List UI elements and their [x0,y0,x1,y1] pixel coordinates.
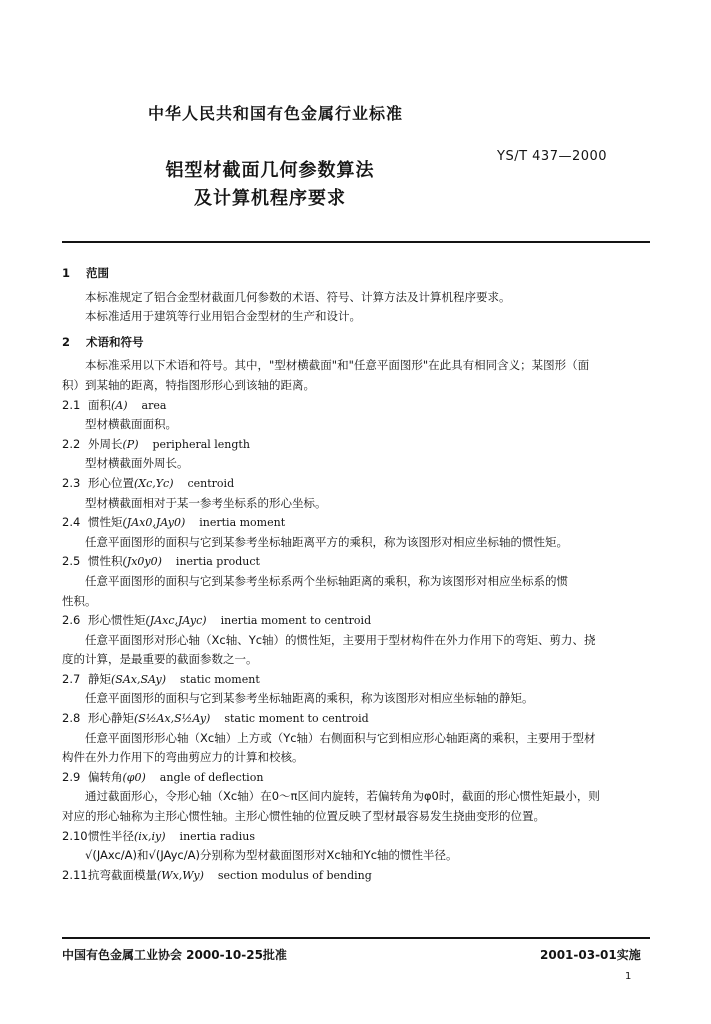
term-name: 静矩 [88,671,111,686]
term-number: 2.4 [62,515,81,530]
term-number: 2.7 [62,671,81,686]
approval-info: 中国有色金属工业协会 2000-10-25批准 [62,948,287,962]
term-number: 2.9 [62,769,81,784]
terms-list [62,396,650,886]
term-definition: 型材横截面外周长。 [85,456,189,471]
term-symbol: (P) [122,437,139,451]
term-symbol: (A) [111,398,128,412]
term-english: section modulus of bending [217,868,372,882]
term-name: 抗弯截面模量 [88,867,157,882]
term-english: area [141,398,167,412]
term-symbol: (S½Ax,S½Ay) [134,712,211,726]
term-name: 偏转角 [88,769,123,784]
term-name: 形心惯性矩 [88,613,146,628]
term-name: 形心静矩 [88,711,134,726]
section-1-paragraph-1: 本标准规定了铝合金型材截面几何参数的术语、符号、计算方法及计算机程序要求。 [85,289,511,304]
term-heading [62,396,650,416]
term-symbol: (φ0) [122,770,146,784]
term-number: 2.5 [62,554,81,569]
term-english: angle of deflection [159,770,264,784]
term-symbol: (JAxc,JAyc) [145,614,207,628]
term-definition: 任意平面图形形心轴（Xc轴）上方或（Yc轴）右侧面积与它到相应形心轴距离的乘积，主要用于型材 [85,730,596,745]
term-definition: 性积。 [62,593,97,608]
term-english: static moment to centroid [224,712,369,726]
term-symbol: (Wx,Wy) [157,868,204,882]
title-line-2: 及计算机程序要求 [194,188,346,209]
term-heading [62,670,650,690]
term-definition: 任意平面图形的面积与它到某参考坐标轴距离平方的乘积，称为该图形对相应坐标轴的惯性矩。 [85,534,568,549]
page-number: 1 [625,971,632,982]
term-definition: 型材横截面面积。 [85,417,177,432]
title-line-1: 铝型材截面几何参数算法 [165,160,375,181]
header-divider [62,241,650,243]
term-definition: 任意平面图形的面积与它到某参考坐标轴距离的乘积，称为该图形对相应坐标轴的静矩。 [85,691,534,706]
term-english: inertia radius [179,829,256,843]
term-heading [62,866,650,886]
term-english: inertia moment to centroid [220,614,372,628]
section-2-heading [62,333,650,353]
term-heading [62,709,650,729]
term-number: 2.1 [62,397,81,412]
implementation-date: 2001-03-01实施 [540,948,641,962]
term-number: 2.8 [62,711,81,726]
term-heading [62,768,650,788]
term-number: 2.11 [62,867,88,882]
term-symbol: (JAx0,JAy0) [122,516,186,530]
section-2-intro-line-1: 本标准采用以下术语和符号。其中，"型材横截面"和"任意平面图形"在此具有相同含义；某图形（面 [85,358,590,373]
term-english: inertia product [175,555,260,569]
section-number: 2 [62,334,71,349]
term-definition: 任意平面图形的面积与它到某参考坐标系两个坐标轴距离的乘积，称为该图形对相应坐标系的惯 [85,573,568,588]
term-symbol: (ix,iy) [134,829,166,843]
term-heading [62,552,650,572]
term-definition: 型材横截面相对于某一参考坐标系的形心坐标。 [85,495,327,510]
term-name: 惯性矩 [88,515,123,530]
term-heading [62,513,650,533]
term-english: static moment [180,672,260,686]
section-2-intro-line-2: 积）到某轴的距离，特指图形形心到该轴的距离。 [62,377,315,392]
section-1-heading [62,264,650,284]
term-symbol: (SAx,SAy) [111,672,167,686]
section-1-paragraph-2: 本标准适用于建筑等行业用铝合金型材的生产和设计。 [85,309,361,324]
term-number: 2.3 [62,475,81,490]
term-name: 外周长 [88,436,123,451]
term-name: 惯性积 [88,554,123,569]
term-symbol: (Jx0y0) [122,555,162,569]
term-definition: 任意平面图形对形心轴（Xc轴、Yc轴）的惯性矩，主要用于型材构件在外力作用下的弯矩、剪力、挠 [85,632,596,647]
term-english: centroid [187,476,235,490]
standard-category: 中华人民共和国有色金属行业标准 [148,104,404,123]
term-definition: √(JAxc/A)和√(JAyc/A)分别称为型材截面图形对Xc轴和Yc轴的惯性半径。 [85,848,458,863]
term-heading [62,827,650,847]
term-name: 形心位置 [88,475,134,490]
term-name: 惯性半径 [88,828,134,843]
section-title: 范围 [86,266,109,280]
footer-divider [62,937,650,939]
term-number: 2.2 [62,436,81,451]
standard-number: YS/T 437—2000 [497,149,608,164]
term-definition: 构件在外力作用下的弯曲剪应力的计算和校核。 [62,750,304,765]
body-content [62,264,650,885]
term-english: inertia moment [199,516,286,530]
term-heading [62,435,650,455]
term-symbol: (Xc,Yc) [134,476,174,490]
section-title: 术语和符号 [86,334,144,349]
document-title [140,157,400,213]
term-definition: 通过截面形心，令形心轴（Xc轴）在0～π区间内旋转，若偏转角为φ0时，截面的形心惯性矩最小，则 [85,789,600,804]
term-english: peripheral length [152,437,250,451]
term-name: 面积 [88,397,111,412]
term-number: 2.6 [62,613,81,628]
term-definition: 度的计算，是最重要的截面参数之一。 [62,652,258,667]
term-definition: 对应的形心轴称为主形心惯性轴。主形心惯性轴的位置反映了型材最容易发生挠曲变形的位置。 [62,809,545,824]
term-heading [62,474,650,494]
section-number: 1 [62,266,71,280]
term-number: 2.10 [62,828,88,843]
term-heading [62,611,650,631]
